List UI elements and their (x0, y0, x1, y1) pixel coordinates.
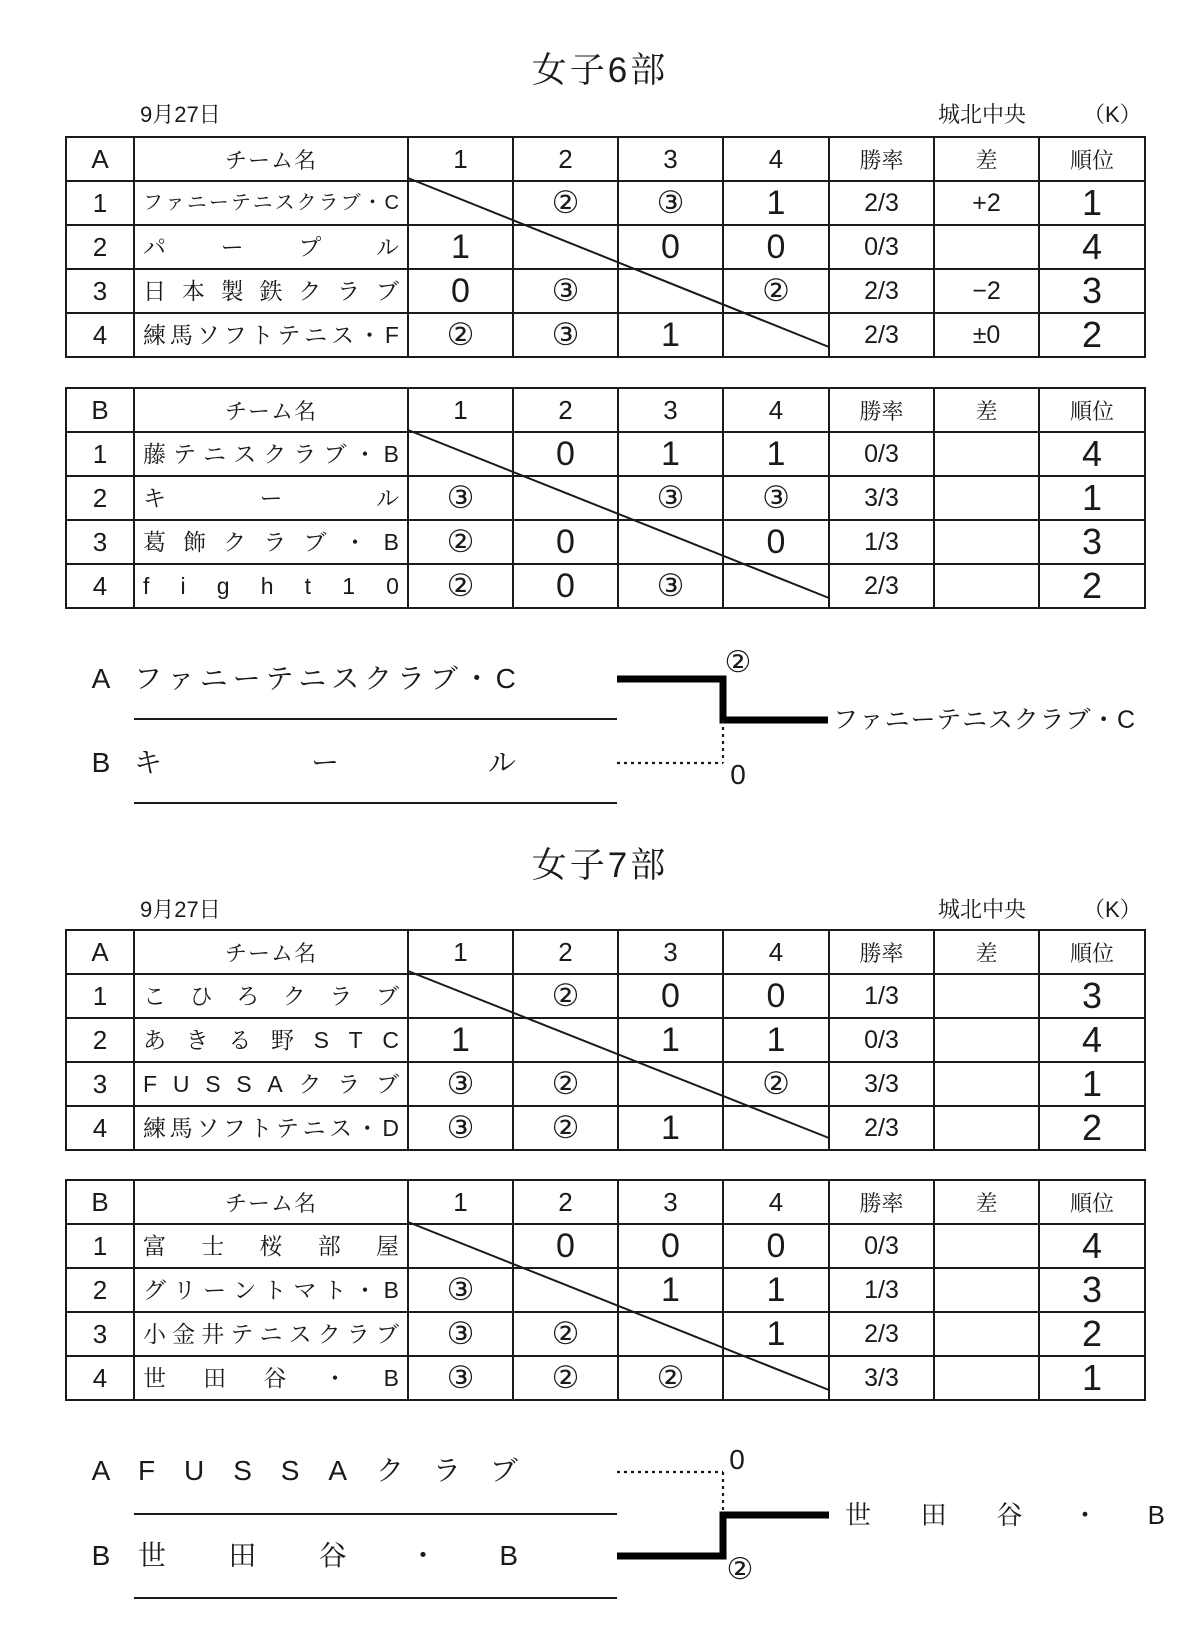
team-name-text: 練 馬 ソ フ ト テ ニ ス ・ D (143, 1115, 399, 1141)
section-title-div6: 女子6部 (531, 51, 669, 90)
team-name-cell (134, 520, 408, 564)
score-cell: ③ (408, 1268, 513, 1312)
team-name-cell (134, 181, 408, 225)
team-name-text: 葛 飾 ク ラ ブ ・ B (143, 529, 399, 555)
col-header-2: 2 (513, 137, 618, 181)
rank-cell: 2 (1039, 564, 1145, 608)
score-cell (618, 1062, 723, 1106)
rank-header: 順位 (1039, 137, 1145, 181)
table-row (66, 476, 1145, 520)
group-letter: B (66, 1180, 134, 1224)
final-score-top-2: 0 (729, 1444, 745, 1475)
rank-cell: 3 (1039, 269, 1145, 313)
rank-cell: 3 (1039, 1268, 1145, 1312)
win-rate-cell: 2/3 (829, 269, 934, 313)
row-number-cell: 3 (66, 269, 134, 313)
table-row (66, 564, 1145, 608)
rank-cell: 1 (1039, 1062, 1145, 1106)
diff-cell (934, 1312, 1039, 1356)
round-robin-table-7B (65, 1179, 1146, 1401)
col-header-4: 4 (723, 388, 829, 432)
score-cell: ② (408, 520, 513, 564)
col-header-1: 1 (408, 388, 513, 432)
diff-cell: ±0 (934, 313, 1039, 357)
diff-cell (934, 476, 1039, 520)
win-rate-cell: 0/3 (829, 432, 934, 476)
table-row (66, 1312, 1145, 1356)
row-number-cell: 4 (66, 1356, 134, 1400)
win-rate-cell: 2/3 (829, 181, 934, 225)
score-cell (723, 564, 829, 608)
table-row (66, 269, 1145, 313)
winner-path-1 (617, 679, 828, 720)
score-cell (618, 269, 723, 313)
rank-header: 順位 (1039, 388, 1145, 432)
team-name-text: 藤 テ ニ ス ク ラ ブ ・ B (143, 441, 399, 467)
row-number-cell: 1 (66, 181, 134, 225)
team-name-cell (134, 1312, 408, 1356)
score-cell: 0 (723, 520, 829, 564)
score-cell: 0 (408, 269, 513, 313)
rank-cell: 4 (1039, 225, 1145, 269)
win-rate-cell: 1/3 (829, 974, 934, 1018)
score-cell: 1 (618, 1268, 723, 1312)
score-cell: ③ (618, 181, 723, 225)
final-slot-a-team-1: フ ァ ニ ー テ ニ ス ク ラ ブ ・ C (134, 663, 516, 694)
diff-cell: +2 (934, 181, 1039, 225)
rank-cell: 1 (1039, 476, 1145, 520)
team-name-header: チーム名 (134, 137, 408, 181)
row-number-cell: 1 (66, 974, 134, 1018)
score-cell: 1 (723, 1018, 829, 1062)
score-cell: 1 (618, 1106, 723, 1150)
final-score-bottom-2: ② (726, 1553, 754, 1586)
round-robin-table-7A (65, 929, 1146, 1151)
col-header-4: 4 (723, 930, 829, 974)
score-cell: 0 (513, 564, 618, 608)
diff-header: 差 (934, 137, 1039, 181)
score-cell (408, 974, 513, 1018)
score-cell: ③ (723, 476, 829, 520)
diff-header: 差 (934, 388, 1039, 432)
score-cell: ③ (408, 1106, 513, 1150)
rank-cell: 2 (1039, 1312, 1145, 1356)
win-rate-header: 勝率 (829, 137, 934, 181)
score-cell: 0 (513, 432, 618, 476)
table-row (66, 1106, 1145, 1150)
score-cell: 1 (723, 181, 829, 225)
score-cell: 0 (723, 225, 829, 269)
final-slot-a-label-2: A (91, 1455, 111, 1486)
diff-cell (934, 1106, 1039, 1150)
team-name-text: f i g h t 1 0 (143, 573, 399, 599)
group-letter: A (66, 137, 134, 181)
score-cell: 0 (618, 1224, 723, 1268)
row-number-cell: 2 (66, 1268, 134, 1312)
diff-cell (934, 1062, 1039, 1106)
final-slot-a-team-2: F U S S A ク ラ ブ (138, 1455, 518, 1486)
score-cell (513, 225, 618, 269)
col-header-3: 3 (618, 1180, 723, 1224)
table-row (66, 1268, 1145, 1312)
rank-cell: 1 (1039, 1356, 1145, 1400)
score-cell: 1 (408, 1018, 513, 1062)
col-header-2: 2 (513, 1180, 618, 1224)
final-slot-b-label-2: B (91, 1540, 111, 1571)
rank-cell: 4 (1039, 432, 1145, 476)
team-name-cell (134, 1062, 408, 1106)
win-rate-cell: 3/3 (829, 1062, 934, 1106)
table-header-row (66, 930, 1145, 974)
score-cell (408, 1224, 513, 1268)
score-cell (618, 520, 723, 564)
score-cell: 0 (513, 1224, 618, 1268)
rank-cell: 4 (1039, 1018, 1145, 1062)
score-cell: 0 (618, 974, 723, 1018)
team-name-cell (134, 313, 408, 357)
win-rate-cell: 0/3 (829, 1018, 934, 1062)
win-rate-cell: 1/3 (829, 1268, 934, 1312)
win-rate-cell: 2/3 (829, 564, 934, 608)
col-header-3: 3 (618, 137, 723, 181)
table-row (66, 974, 1145, 1018)
table-row (66, 313, 1145, 357)
score-cell: ③ (618, 476, 723, 520)
col-header-1: 1 (408, 1180, 513, 1224)
diff-cell (934, 520, 1039, 564)
final-winner-name-1: フ ァ ニ ー テ ニ ス ク ラ ブ ・ C (833, 706, 1135, 734)
score-cell: 0 (618, 225, 723, 269)
score-cell (408, 432, 513, 476)
diff-header: 差 (934, 1180, 1039, 1224)
score-cell (513, 476, 618, 520)
team-name-text: あ き る 野 S T C (143, 1027, 399, 1053)
venue-label-2: 城北中央 (938, 897, 1027, 922)
team-name-text: F U S S A ク ラ ブ (143, 1071, 399, 1097)
win-rate-cell: 0/3 (829, 225, 934, 269)
diff-cell (934, 974, 1039, 1018)
row-number-cell: 2 (66, 1018, 134, 1062)
score-cell (723, 1356, 829, 1400)
section-title-div7: 女子7部 (531, 846, 669, 885)
table-row (66, 520, 1145, 564)
diff-cell (934, 1356, 1039, 1400)
table-row (66, 1062, 1145, 1106)
win-rate-cell: 2/3 (829, 1312, 934, 1356)
score-cell (408, 181, 513, 225)
row-number-cell: 4 (66, 1106, 134, 1150)
venue-label-1: 城北中央 (938, 102, 1027, 127)
court-label-1: （K） (1083, 102, 1142, 127)
diff-cell (934, 564, 1039, 608)
score-cell: ② (618, 1356, 723, 1400)
score-cell (723, 1106, 829, 1150)
score-cell (723, 313, 829, 357)
row-number-cell: 2 (66, 225, 134, 269)
score-cell: ② (408, 313, 513, 357)
rank-cell: 3 (1039, 520, 1145, 564)
row-number-cell: 3 (66, 1062, 134, 1106)
court-label-2: （K） (1083, 897, 1142, 922)
table-header-row (66, 1180, 1145, 1224)
final-slot-b-team-1: キ ー ル (134, 747, 516, 778)
round-robin-table-6A (65, 136, 1146, 358)
team-name-text: パ ー プ ル (143, 234, 399, 260)
win-rate-header: 勝率 (829, 1180, 934, 1224)
col-header-4: 4 (723, 1180, 829, 1224)
team-name-cell (134, 1356, 408, 1400)
table-row (66, 432, 1145, 476)
team-name-cell (134, 1106, 408, 1150)
rank-cell: 2 (1039, 313, 1145, 357)
win-rate-cell: 2/3 (829, 1106, 934, 1150)
table-row (66, 1018, 1145, 1062)
team-name-header: チーム名 (134, 388, 408, 432)
table-row (66, 1356, 1145, 1400)
score-cell: 1 (618, 432, 723, 476)
diff-cell: −2 (934, 269, 1039, 313)
score-cell: 0 (513, 520, 618, 564)
col-header-2: 2 (513, 388, 618, 432)
rank-cell: 1 (1039, 181, 1145, 225)
team-name-text: 日 本 製 鉄 ク ラ ブ (143, 278, 399, 304)
win-rate-cell: 2/3 (829, 313, 934, 357)
rank-header: 順位 (1039, 930, 1145, 974)
score-cell: ② (513, 974, 618, 1018)
team-name-cell (134, 432, 408, 476)
col-header-4: 4 (723, 137, 829, 181)
group-letter: A (66, 930, 134, 974)
team-name-text: こ ひ ろ ク ラ ブ (143, 983, 399, 1009)
team-name-cell (134, 974, 408, 1018)
score-cell: ② (513, 1312, 618, 1356)
final-score-bottom-1: 0 (730, 759, 746, 790)
final-slot-b-label-1: B (91, 747, 111, 778)
col-header-1: 1 (408, 137, 513, 181)
score-cell: ② (513, 1062, 618, 1106)
col-header-1: 1 (408, 930, 513, 974)
winner-path-2 (617, 1515, 829, 1556)
score-cell: ③ (408, 476, 513, 520)
score-cell: ② (513, 1356, 618, 1400)
row-number-cell: 4 (66, 564, 134, 608)
team-name-cell (134, 1018, 408, 1062)
win-rate-header: 勝率 (829, 388, 934, 432)
date-label-2: 9月27日 (140, 897, 221, 922)
rank-header: 順位 (1039, 1180, 1145, 1224)
team-name-cell (134, 1268, 408, 1312)
team-name-text: キ ー ル (143, 485, 399, 511)
score-cell: ③ (618, 564, 723, 608)
table-header-row (66, 388, 1145, 432)
table-row (66, 181, 1145, 225)
win-rate-cell: 3/3 (829, 476, 934, 520)
score-cell: 1 (618, 313, 723, 357)
team-name-text: 世 田 谷 ・ B (143, 1365, 399, 1391)
group-letter: B (66, 388, 134, 432)
score-cell: ③ (408, 1062, 513, 1106)
score-cell: 1 (408, 225, 513, 269)
final-slot-b-team-2: 世 田 谷 ・ B (138, 1540, 518, 1571)
score-cell: ② (723, 1062, 829, 1106)
rank-cell: 3 (1039, 974, 1145, 1018)
rank-cell: 2 (1039, 1106, 1145, 1150)
row-number-cell: 4 (66, 313, 134, 357)
score-cell: ② (513, 181, 618, 225)
score-cell: 1 (723, 432, 829, 476)
row-number-cell: 1 (66, 432, 134, 476)
score-cell: ② (723, 269, 829, 313)
row-number-cell: 3 (66, 1312, 134, 1356)
team-name-header: チーム名 (134, 930, 408, 974)
team-name-cell (134, 269, 408, 313)
score-cell: ③ (513, 313, 618, 357)
win-rate-header: 勝率 (829, 930, 934, 974)
table-header-row (66, 137, 1145, 181)
final-score-top-1: ② (724, 646, 752, 679)
score-cell: ③ (408, 1312, 513, 1356)
score-cell: ③ (513, 269, 618, 313)
score-cell: 0 (723, 974, 829, 1018)
win-rate-cell: 0/3 (829, 1224, 934, 1268)
score-cell (513, 1018, 618, 1062)
team-name-cell (134, 476, 408, 520)
score-cell: 1 (723, 1312, 829, 1356)
score-cell: ② (408, 564, 513, 608)
diff-cell (934, 432, 1039, 476)
col-header-3: 3 (618, 930, 723, 974)
score-cell: 1 (723, 1268, 829, 1312)
team-name-text: フ ァ ニ ー テ ニ ス ク ラ ブ ・ C (143, 192, 399, 214)
team-name-cell (134, 564, 408, 608)
rank-cell: 4 (1039, 1224, 1145, 1268)
score-cell (618, 1312, 723, 1356)
team-name-cell (134, 225, 408, 269)
team-name-text: グ リ ー ン ト マ ト ・ B (143, 1277, 399, 1303)
diff-cell (934, 1018, 1039, 1062)
score-cell: 0 (723, 1224, 829, 1268)
round-robin-table-6B (65, 387, 1146, 609)
final-winner-name-2: 世 田 谷 ・ B (845, 1500, 1165, 1530)
date-label-1: 9月27日 (140, 102, 221, 127)
table-row (66, 1224, 1145, 1268)
col-header-2: 2 (513, 930, 618, 974)
team-name-text: 富 士 桜 部 屋 (143, 1233, 399, 1259)
team-name-cell (134, 1224, 408, 1268)
diff-cell (934, 225, 1039, 269)
diff-cell (934, 1268, 1039, 1312)
win-rate-cell: 3/3 (829, 1356, 934, 1400)
score-cell: ③ (408, 1356, 513, 1400)
table-row (66, 225, 1145, 269)
team-name-text: 小 金 井 テ ニ ス ク ラ ブ (143, 1321, 399, 1347)
row-number-cell: 1 (66, 1224, 134, 1268)
diff-header: 差 (934, 930, 1039, 974)
team-name-header: チーム名 (134, 1180, 408, 1224)
score-cell: 1 (618, 1018, 723, 1062)
row-number-cell: 2 (66, 476, 134, 520)
score-cell (513, 1268, 618, 1312)
row-number-cell: 3 (66, 520, 134, 564)
col-header-3: 3 (618, 388, 723, 432)
score-cell: ② (513, 1106, 618, 1150)
final-slot-a-label-1: A (91, 663, 111, 694)
team-name-text: 練 馬 ソ フ ト テ ニ ス ・ F (143, 322, 399, 348)
win-rate-cell: 1/3 (829, 520, 934, 564)
diff-cell (934, 1224, 1039, 1268)
